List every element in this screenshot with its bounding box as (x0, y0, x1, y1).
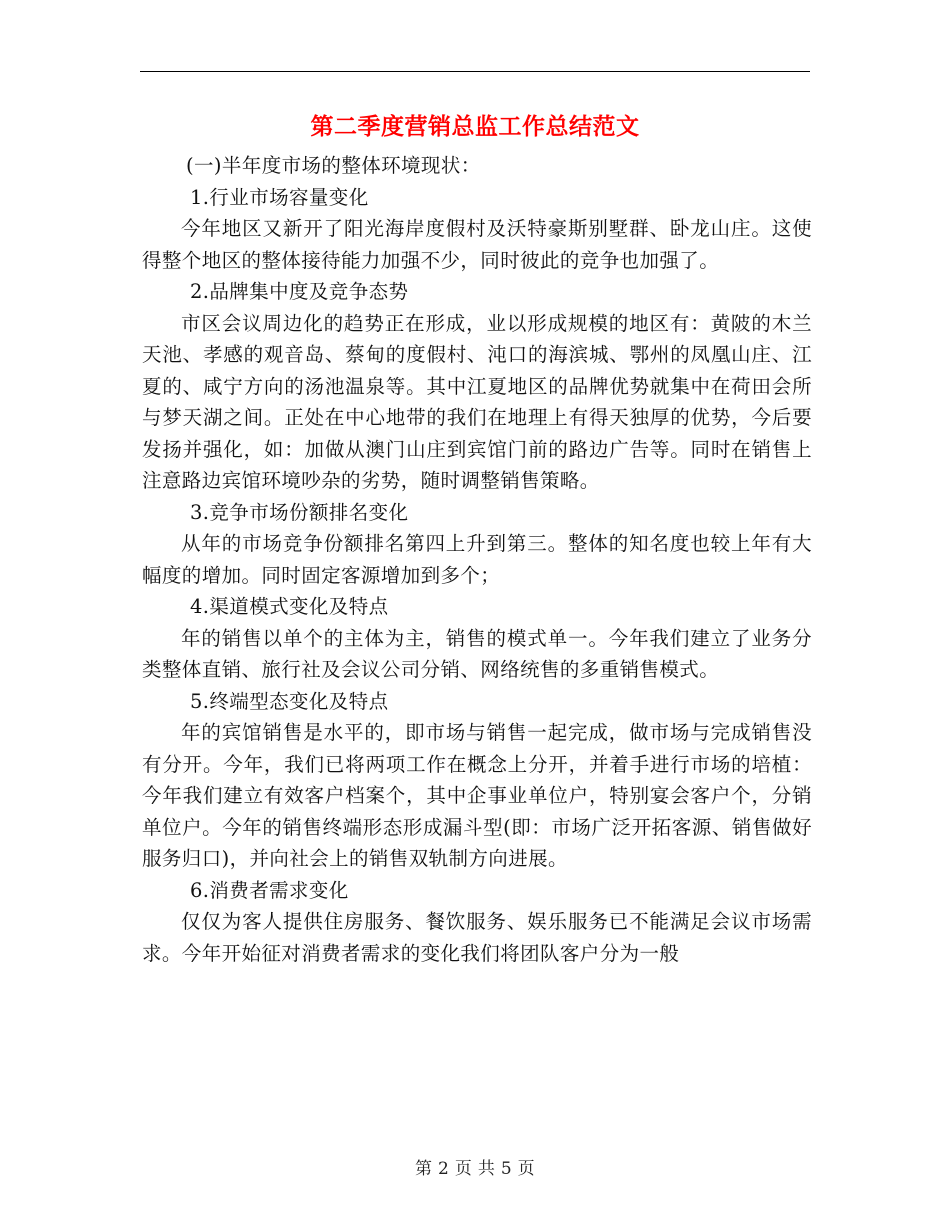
document-body (142, 150, 812, 969)
paragraph: 今年地区又新开了阳光海岸度假村及沃特豪斯别墅群、卧龙山庄。这使得整个地区的整体接待能力加强不少，同时彼此的竞争也加强了。 (142, 217, 812, 272)
section-heading: 4.渠道模式变化及特点 (190, 595, 389, 618)
page-number-footer: 第 2 页 共 5 页 (415, 1159, 535, 1179)
paragraph: 仅仅为客人提供住房服务、餐饮服务、娱乐服务已不能满足会议市场需求。今年开始征对消费者需求的变化我们将团队客户分为一般 (142, 910, 812, 965)
paragraph: 从年的市场竞争份额排名第四上升到第三。整体的知名度也较上年有大幅度的增加。同时固定客源增加到多个； (142, 532, 812, 587)
section-heading: 1.行业市场容量变化 (190, 185, 369, 209)
section-heading: 3.竞争市场份额排名变化 (190, 500, 409, 524)
header-rule (140, 71, 810, 72)
section-heading: (一)半年度市场的整体环境现状： (186, 154, 481, 177)
section-heading: 2.品牌集中度及竞争态势 (190, 280, 409, 303)
paragraph: 年的宾馆销售是水平的，即市场与销售一起完成，做市场与完成销售没有分开。今年，我们已将两项工作在概念上分开，并着手进行市场的培植：今年我们建立有效客户档案个，其中企事业单位户，特别宴会客户个，分销单位户。今年的销售终端形态形成漏斗型(即：市场广泛开拓客源、销售做好服务归口)，并向社会上的销售双轨制方向进展。 (142, 721, 812, 870)
document-title: 第二季度营销总监工作总结范文 (310, 113, 640, 140)
paragraph: 年的销售以单个的主体为主，销售的模式单一。今年我们建立了业务分类整体直销、旅行社及会议公司分销、网络统售的多重销售模式。 (142, 626, 812, 681)
section-heading: 5.终端型态变化及特点 (190, 689, 389, 713)
section-heading: 6.消费者需求变化 (190, 878, 349, 902)
paragraph: 市区会议周边化的趋势正在形成，业以形成规模的地区有：黄陂的木兰天池、孝感的观音岛、蔡甸的度假村、沌口的海滨城、鄂州的凤凰山庄、江夏的、咸宁方向的汤池温泉等。其中江夏地区的品牌优势就集中在荷田会所与梦天湖之间。正处在中心地带的我们在地理上有得天独厚的优势，今后要发扬并强化，如：加做从澳门山庄到宾馆门前的路边广告等。同时在销售上注意路边宾馆环境吵杂的劣势，随时调整销售策略。 (142, 311, 812, 492)
